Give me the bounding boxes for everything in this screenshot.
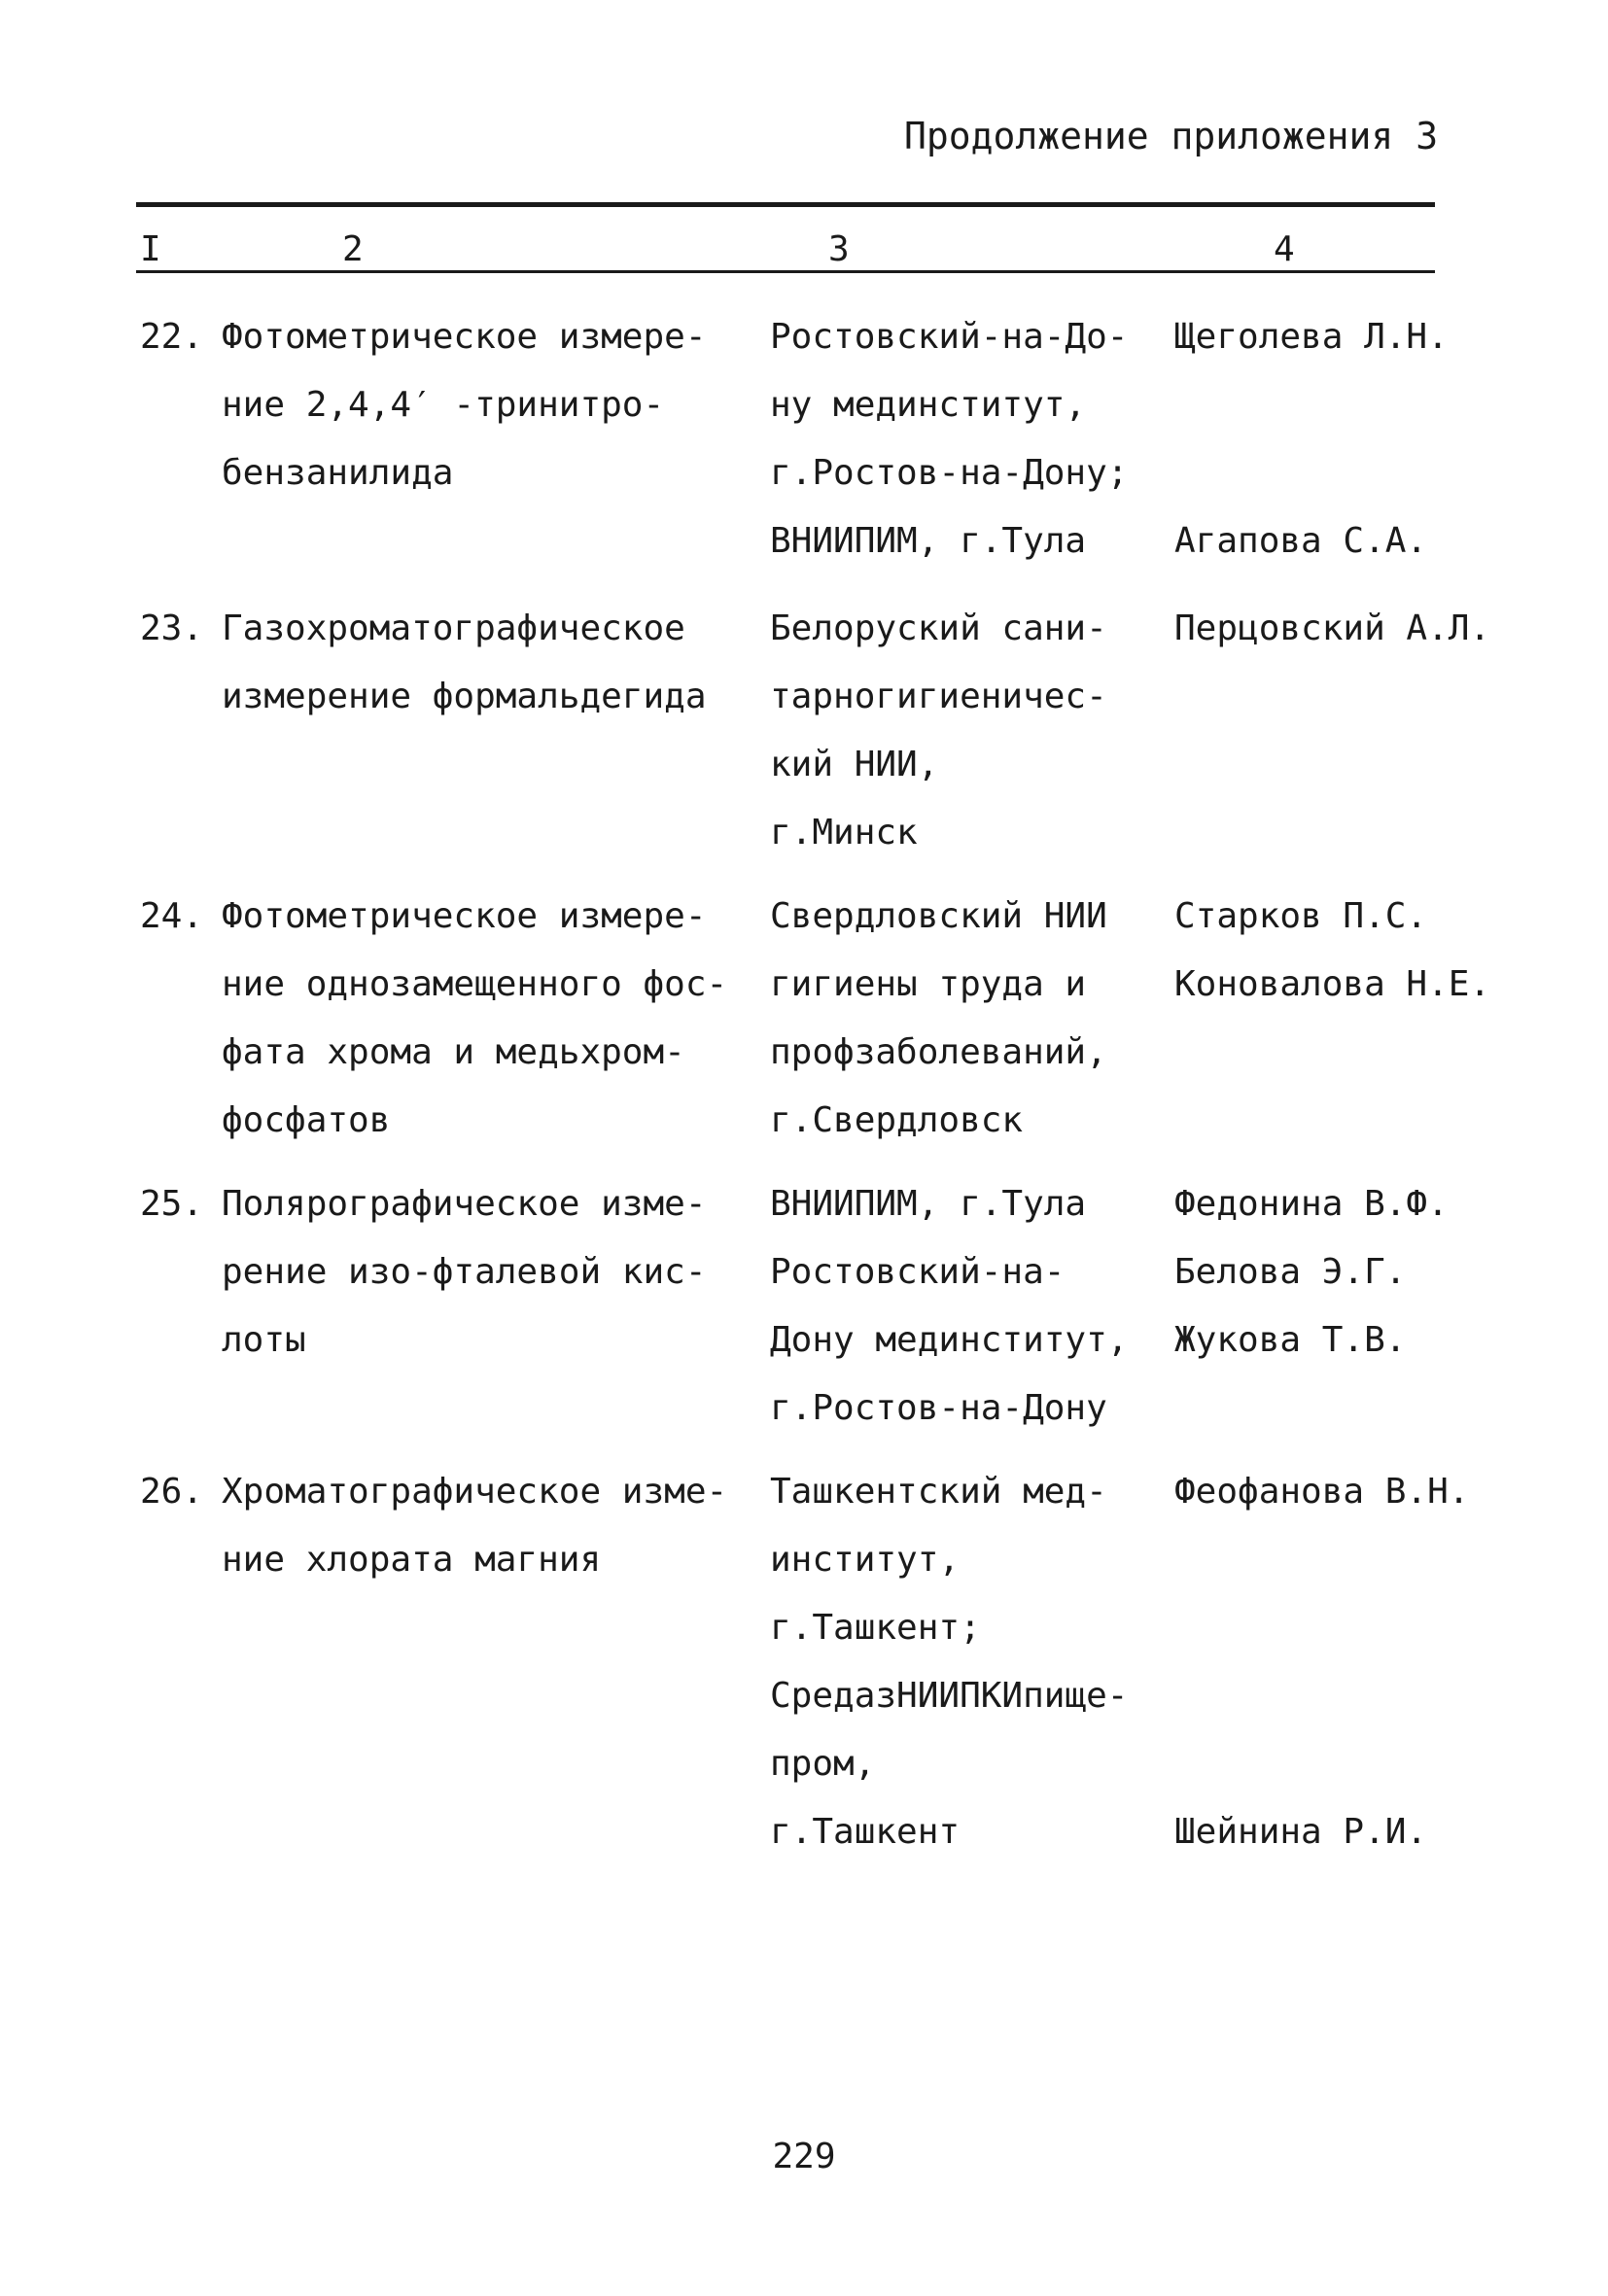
method-line: ние однозамещенного фос- <box>222 964 728 1004</box>
institution-line: Ростовский-на-До- <box>770 317 1129 357</box>
row-number: 22. <box>140 317 204 357</box>
institution-line: ВНИИПИМ, г.Тула <box>770 521 1087 561</box>
institution-line: ВНИИПИМ, г.Тула <box>770 1184 1087 1224</box>
method-line: лоты <box>222 1320 306 1360</box>
author-line: Жукова Т.В. <box>1174 1320 1407 1360</box>
institution-line: г.Ростов-на-Дону <box>770 1388 1107 1428</box>
method-line: фата хрома и медьхром- <box>222 1032 685 1072</box>
method-line: ние хлората магния <box>222 1540 602 1580</box>
page-number: 229 <box>772 2137 836 2176</box>
authors-cell <box>1174 883 1490 1019</box>
table-top-rule <box>136 202 1435 207</box>
institution-line: Ростовский-на- <box>770 1252 1066 1292</box>
institution-line: пром, <box>770 1744 876 1784</box>
table-header-rule <box>136 270 1435 273</box>
author-line: Коновалова Н.Е. <box>1174 964 1491 1004</box>
author-line <box>1174 1526 1469 1594</box>
authors-cell <box>1174 1170 1449 1374</box>
row-number: 23. <box>140 609 204 648</box>
institution-line: г.Ташкент; <box>770 1608 981 1648</box>
method-line: Газохроматографическое <box>222 609 685 648</box>
column-number-2: 2 <box>342 229 364 269</box>
institution-cell <box>770 303 1128 575</box>
row-number: 24. <box>140 896 204 936</box>
authors-cell <box>1174 303 1449 575</box>
method-line: Фотометрическое измере- <box>222 317 707 357</box>
institution-line: Свердловский НИИ <box>770 896 1107 936</box>
appendix-continuation-note: Продолжение приложения 3 <box>904 115 1439 157</box>
method-cell <box>222 883 727 1155</box>
author-line: Белова Э.Г. <box>1174 1252 1407 1292</box>
method-cell <box>222 1170 707 1374</box>
method-line: измерение формальдегида <box>222 677 707 716</box>
method-line: бензанилида <box>222 453 454 493</box>
method-line: Хроматографическое изме- <box>222 1472 728 1512</box>
author-line <box>1174 439 1449 507</box>
institution-line: гигиены труда и <box>770 964 1087 1004</box>
author-line: Феофанова В.Н. <box>1174 1472 1470 1512</box>
institution-line: Ташкентский мед- <box>770 1472 1107 1512</box>
institution-line: профзаболеваний, <box>770 1032 1107 1072</box>
method-cell <box>222 1458 727 1594</box>
author-line: Агапова С.А. <box>1174 521 1428 561</box>
institution-line: тарногигиеничес- <box>770 677 1107 716</box>
authors-cell <box>1174 1458 1469 1866</box>
institution-line: г.Свердловск <box>770 1100 1024 1140</box>
column-number-4: 4 <box>1274 229 1295 269</box>
institution-line: Белоруский сани- <box>770 609 1107 648</box>
institution-cell <box>770 595 1107 867</box>
author-line: Старков П.С. <box>1174 896 1428 936</box>
method-line: фосфатов <box>222 1100 391 1140</box>
institution-cell <box>770 1458 1128 1866</box>
author-line <box>1174 1594 1469 1662</box>
institution-line: ну мединститут, <box>770 385 1087 425</box>
institution-line: г.Минск <box>770 813 918 852</box>
method-line: ние 2,4,4′ -тринитро- <box>222 385 665 425</box>
method-line: Полярографическое изме- <box>222 1184 707 1224</box>
author-line <box>1174 1730 1469 1798</box>
method-cell <box>222 303 707 507</box>
author-line: Шейнина Р.И. <box>1174 1812 1428 1852</box>
column-number-1: I <box>140 229 161 269</box>
institution-cell <box>770 883 1107 1155</box>
institution-line: СредазНИИПКИпище- <box>770 1676 1129 1716</box>
row-number: 26. <box>140 1472 204 1512</box>
authors-cell <box>1174 595 1490 663</box>
institution-line: Дону мединститут, <box>770 1320 1129 1360</box>
author-line <box>1174 1662 1469 1730</box>
row-number: 25. <box>140 1184 204 1224</box>
author-line: Щеголева Л.Н. <box>1174 317 1449 357</box>
author-line: Перцовский А.Л. <box>1174 609 1491 648</box>
column-number-3: 3 <box>828 229 850 269</box>
author-line: Федонина В.Ф. <box>1174 1184 1449 1224</box>
method-cell <box>222 595 707 731</box>
institution-cell <box>770 1170 1128 1443</box>
method-line: Фотометрическое измере- <box>222 896 707 936</box>
institution-line: институт, <box>770 1540 961 1580</box>
method-line: рение изо-фталевой кис- <box>222 1252 707 1292</box>
institution-line: г.Ташкент <box>770 1812 961 1852</box>
author-line <box>1174 371 1449 439</box>
institution-line: кий НИИ, <box>770 745 939 784</box>
institution-line: г.Ростов-на-Дону; <box>770 453 1129 493</box>
